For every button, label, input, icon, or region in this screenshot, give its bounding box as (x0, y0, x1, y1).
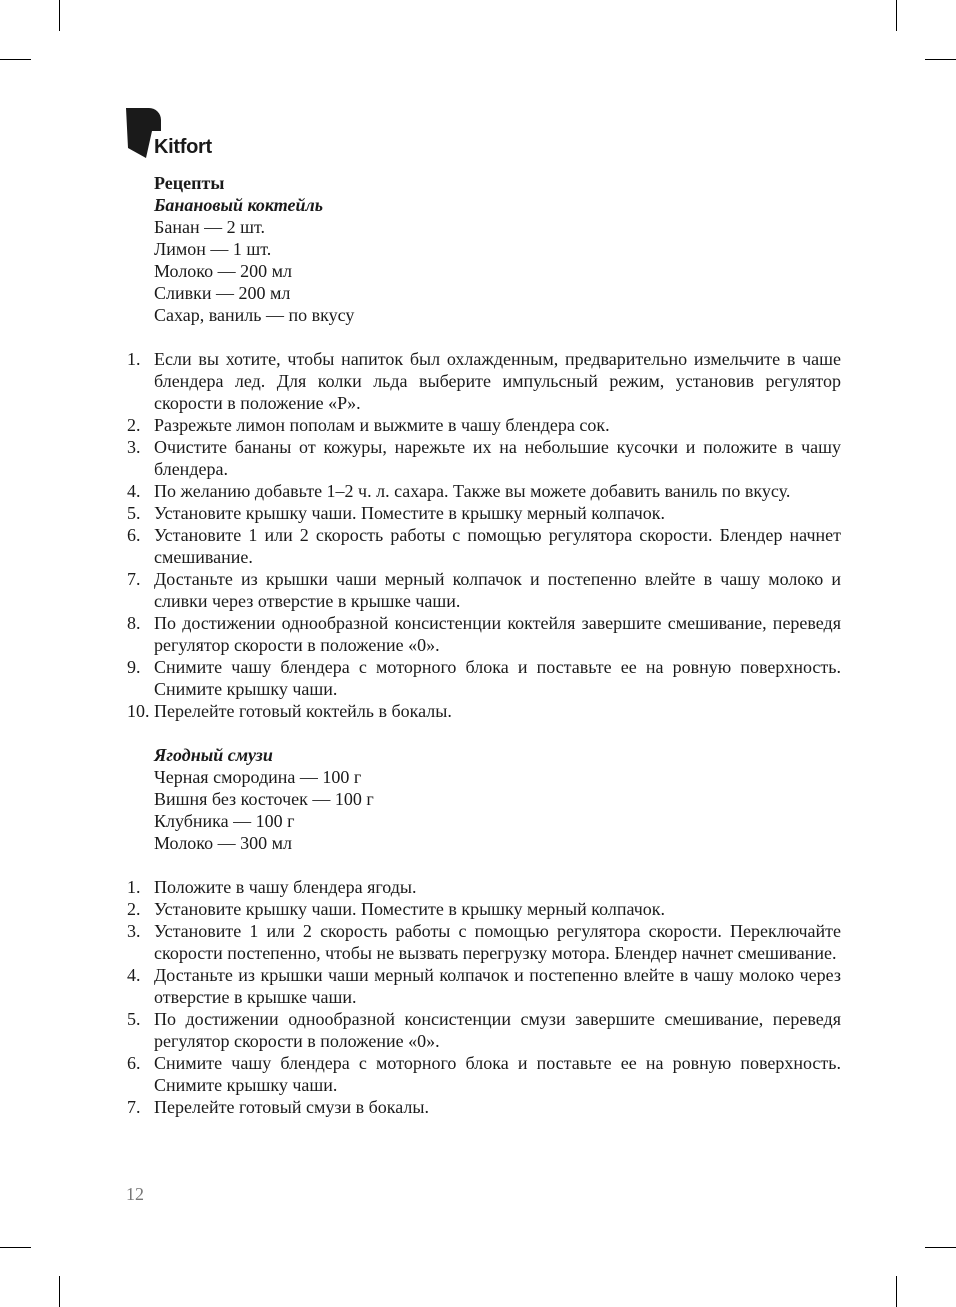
crop-mark (925, 1247, 956, 1248)
instruction-step: 5. Установите крышку чаши. Поместите в крышку мерный колпачок. (127, 503, 666, 523)
instruction-step: 2. Установите крышку чаши. Поместите в крышку мерный колпачок. (127, 899, 666, 919)
crop-mark (896, 1276, 897, 1307)
ingredient: Сахар, ваниль — по вкусу (154, 305, 355, 325)
instruction-step: 6. Установите 1 или 2 скорость работы с помощью регулятора скорости. Блендер начнет смешивание. (127, 525, 841, 567)
ingredient: Вишня без косточек — 100 г (154, 789, 374, 809)
instruction-step: 5. По достижении однообразной консистенции смузи завершите смешивание, переведя регулятор скорости в положение «0». (127, 1009, 841, 1051)
instruction-list (127, 876, 841, 1118)
instruction-step: 9. Снимите чашу блендера с моторного блока и поставьте ее на ровную поверхность. Снимите крышку чаши. (127, 657, 841, 699)
crop-mark (896, 0, 897, 31)
instruction-step: 4. Достаньте из крышки чаши мерный колпачок и постепенно влейте в чашу молоко через отверстие в крышке чаши. (127, 965, 841, 1007)
page-number: 12 (126, 1184, 144, 1204)
recipe-title: Ягодный смузи (154, 745, 273, 765)
ingredient: Черная смородина — 100 г (154, 767, 362, 787)
instruction-step: 3. Очистите бананы от кожуры, нарежьте их на небольшие кусочки и положите в чашу блендера. (127, 437, 841, 479)
crop-mark (0, 59, 31, 60)
ingredient-list (154, 216, 841, 326)
crop-mark (0, 1247, 31, 1248)
ingredient: Клубника — 100 г (154, 811, 295, 831)
instruction-step: 1. Положите в чашу блендера ягоды. (127, 877, 417, 897)
instruction-step: 3. Установите 1 или 2 скорость работы с помощью регулятора скорости. Переключайте скорости постепенно, чтобы не вызвать перегрузку мотора. Блендер начнет смешивание. (127, 921, 841, 963)
instruction-step: 2. Разрежьте лимон пополам и выжмите в чашу блендера сок. (127, 415, 610, 435)
recipe-title: Банановый коктейль (154, 195, 324, 215)
crop-mark (925, 59, 956, 60)
recipes-heading: Рецепты (154, 173, 225, 193)
instruction-list (127, 348, 841, 722)
instruction-step: 8. По достижении однообразной консистенции коктейля завершите смешивание, переведя регулятор скорости в положение «0». (127, 613, 841, 655)
instruction-step: 1. Если вы хотите, чтобы напиток был охлажденным, предварительно измельчите в чаше блендера лед. Для колки льда выберите импульсный режим, установив регулятор скорости в положение «P». (127, 349, 841, 413)
ingredient-list (154, 766, 841, 854)
ingredient: Молоко — 200 мл (154, 261, 293, 281)
instruction-step: 7. Перелейте готовый смузи в бокалы. (127, 1097, 429, 1117)
crop-mark (59, 1276, 60, 1307)
ingredient: Молоко — 300 мл (154, 833, 293, 853)
ingredient: Банан — 2 шт. (154, 217, 265, 237)
instruction-step: 6. Снимите чашу блендера с моторного блока и поставьте ее на ровную поверхность. Снимите крышку чаши. (127, 1053, 841, 1095)
crop-mark (59, 0, 60, 31)
instruction-step: 7. Достаньте из крышки чаши мерный колпачок и постепенно влейте в чашу молоко и сливки через отверстие в крышке чаши. (127, 569, 841, 611)
document-body (127, 172, 841, 1118)
instruction-step: 4. По желанию добавьте 1–2 ч. л. сахара. Также вы можете добавить ваниль по вкусу. (127, 481, 791, 501)
ingredient: Лимон — 1 шт. (154, 239, 272, 259)
instruction-step: 10. Перелейте готовый коктейль в бокалы. (127, 701, 452, 721)
brand-name: Kitfort (154, 136, 212, 158)
ingredient: Сливки — 200 мл (154, 283, 291, 303)
